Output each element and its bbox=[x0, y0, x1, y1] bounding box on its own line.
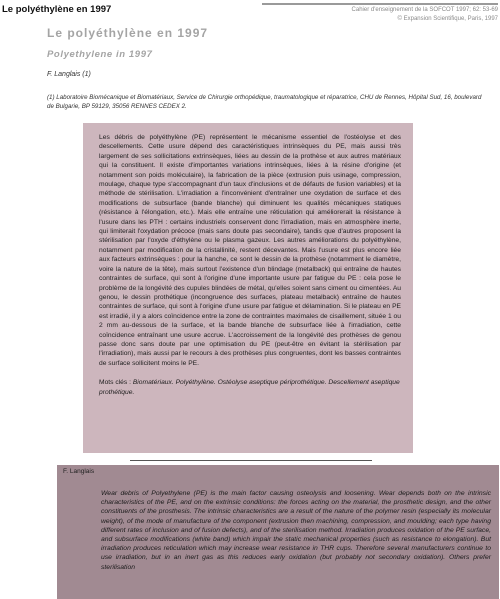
journal-citation: Cahier d'enseignement de la SOFCOT 1997; 62: 53-69 bbox=[351, 7, 498, 13]
keywords-label: Mots clés : bbox=[99, 379, 131, 387]
journal-copyright: © Expansion Scientifique, Paris, 1997 bbox=[397, 16, 498, 22]
section-divider bbox=[130, 460, 372, 461]
article-title-en: Polyethylene in 1997 bbox=[47, 49, 153, 60]
french-keywords bbox=[99, 378, 401, 397]
english-abstract-text: Wear debris of Polyethylene (PE) is the main factor causing osteolysis and loosening. Wear depends both on the intrinsic characteristics of the PE, and on the extrinsic conditions: the forces acting on the material, the prosthetic design, and the other constituents of the prosthesis. The intrinsic characteristics are a result of the nature of the polymer resin (especially its molecular weight), of the mode of manufacture of the component (extrusion then machining, compression, and moulding; each type having different rates of inclusion and of fusion defects), and of the sterilisation method. Irradiation produces oxidation of the PE surface, and subsurface modifications (white band) which impair the static mechanical properties (such as resistance to elongation). But irradiation produces reticulation which may increase wear resistance in THR cups. Therefore several manufacturers continue to use irradiation, but in an inert gas as this reduces early oxidation (but probably not secondary oxidation). Others prefer sterilisation bbox=[101, 490, 491, 571]
running-title: Le polyéthylène en 1997 bbox=[2, 4, 112, 15]
french-abstract-text: Les débris de polyéthylène (PE) représentent le mécanisme essentiel de l'ostéolyse et des descellements. Cette usure dépend des caractéristiques intrinsèques du PE, mais aussi très largement de ses sollicitations extrinsèques, liées au dessin de la prothèse et aux autres matériaux qui la constituent. Il existe d'importantes variations intrinsèques, liées à la résine d'origine (et notamment son poids moléculaire), la fabrication de la pièce (extrusion puis usinage, compression, moulage, chaque type s'accompagnant d'un taux d'inclusions et de défauts de fusion variables) et la méthode de stérilisation. L'irradiation a l'inconvénient d'entraîner une oxydation de surface et des modifications de subsurface (bande blanche) qui diminuent les qualités mécaniques statiques (résistance à l'élongation, etc.). Mais elle entraîne une réticulation qui améliorerait la résistance à l'usure dans les PTH : certains industriels conservent donc l'irradiation, mais en atmosphère inerte, qui limiterait l'oxydation précoce (mais sans doute pas secondaire), tandis que d'autres proposent la stérilisation par l'oxyde d'éthylène ou le plasma gazeux. Les autres améliorations du polyéthylène, notamment par modification de la cristallinité, restent décevantes. Mais l'usure est plus encore liée aux facteurs extrinsèques : pour la hanche, ce sont le dessin de la prothèse (notamment le diamètre, voire la nature de la tête), mais surtout l'existence d'un blindage (metalback) qui entraîne de hautes contraintes de surface, qui sont à l'origine d'une importante usure par fatigue du PE : cela pose le problème de la longévité des cupules blindées de métal, qu'elles soient sans ciment ou cimentées. Au genou, le dessin prothétique (incongruence des surfaces, plateau metalback) entraîne de hautes contraintes de surface, qui sont à l'origine d'une usure par fatigue et délamination. Si le plateau en PE est irradié, il y a alors coïncidence entre la zone de contraintes maximales de cisaillement, située 1 ou 2 mm au-dessous de la surface, et la bande blanche de subsurface liée à l'irradiation, cette coïncidence entraînant une usure accrue. L'accroissement de la longévité des prothèses de genou passe donc sans doute par une optimisation du PE (peut-être en évitant la stérilisation par l'irradiation), mais aussi par le recours à des prothèses plus congruentes, dont les basses contraintes de surface sollicitent moins le PE. bbox=[99, 134, 401, 367]
keywords-list: Biomatériaux. Polyéthylène. Ostéolyse aseptique périprothétique. Descellement aseptique prothétique. bbox=[99, 379, 400, 396]
french-abstract-box bbox=[83, 123, 413, 453]
english-abstract-box bbox=[57, 465, 499, 599]
article-title-fr: Le polyéthylène en 1997 bbox=[47, 26, 209, 40]
author-line: F. Langlais (1) bbox=[47, 71, 91, 78]
journal-info bbox=[352, 6, 498, 24]
affiliation: (1) Laboratoire Biomécanique et Biomatériaux, Service de Chirurgie orthopédique, traumatologique et réparatrice, CHU de Rennes, Hôpital Sud, 16, boulevard de Bulgarie, BP 59129, 35056 RENNES CEDEX 2. bbox=[47, 94, 482, 110]
english-abstract-author-label: F. Langlais bbox=[63, 468, 95, 475]
header-rule bbox=[262, 3, 498, 5]
